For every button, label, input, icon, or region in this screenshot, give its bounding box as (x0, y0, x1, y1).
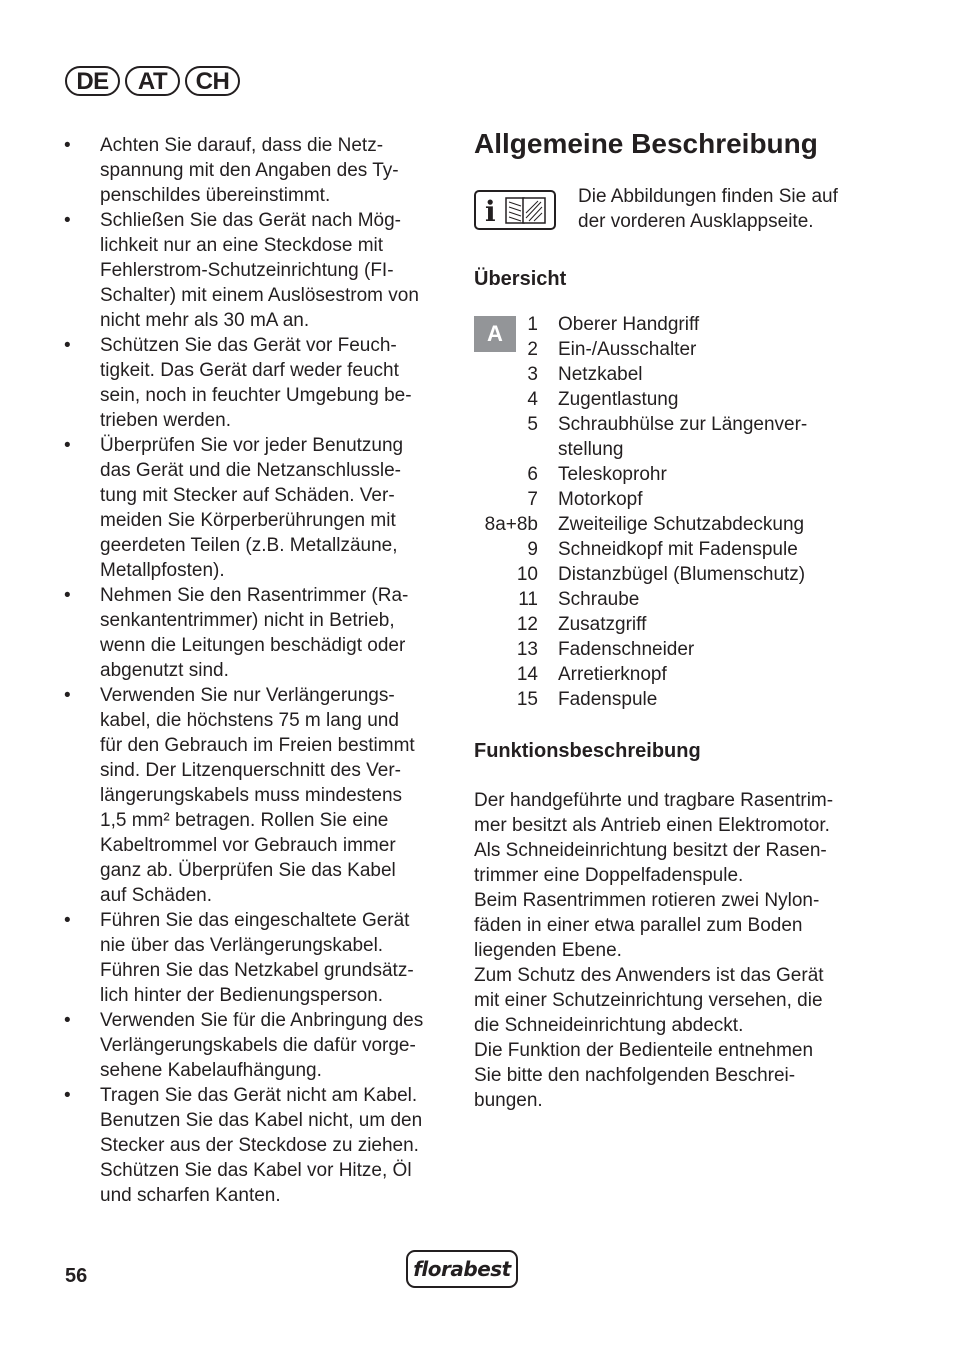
overview-item (474, 662, 864, 687)
overview-item (474, 387, 864, 412)
bullet-text: Führen Sie das eingeschaltete Gerät nie über das Verlängerungskabel. Führen Sie das Netzkabel grundsätz- lich hinter der Bedienungsperson. (100, 910, 414, 1006)
overview-item-number: 15 (516, 689, 538, 710)
general-description-section (474, 126, 864, 1113)
overview-item-label: Motorkopf (558, 489, 643, 510)
bullet-item (64, 1008, 454, 1083)
info-text: Die Abbildungen finden Sie auf der vorderen Ausklappseite. (578, 186, 838, 232)
bullet-marker: • (64, 910, 71, 931)
badge-at: AT (125, 66, 180, 96)
overview-item (474, 687, 864, 712)
bullet-item (64, 333, 454, 433)
bullet-item (64, 683, 454, 908)
badge-de: DE (65, 66, 120, 96)
figure-a-badge: A (474, 316, 516, 352)
bullet-marker: • (64, 1010, 71, 1031)
safety-bullet-list (64, 133, 454, 1208)
overview-item (474, 512, 864, 537)
overview-item (474, 537, 864, 562)
bullet-item (64, 208, 454, 333)
overview-item-number: 11 (518, 589, 538, 610)
florabest-logo: florabest (406, 1250, 518, 1288)
overview-item (474, 612, 864, 637)
bullet-text: Achten Sie darauf, dass die Netz- spannung mit den Angaben des Ty- penschildes übereinstimmt. (100, 135, 399, 206)
function-text: Der handgeführte und tragbare Rasentrim- mer besitzt als Antrieb einen Elektromotor. Als Schneideinrichtung besitzt der Rasen- trimmer eine Doppelfadenspule. Beim Rasentrimmen rotieren zwei Nylon- fäden in einer etwa parallel zum Boden liegenden Ebene. Zum Schutz des Anwenders ist das Gerät mit einer Schutzeinrichtung versehen, die die Schneideinrichtung abdeckt. Die Funktion der Bedienteile entnehmen Sie bitte den nachfolgenden Beschrei- bungen. (474, 790, 834, 1111)
bullet-marker: • (64, 335, 71, 356)
bullet-text: Schließen Sie das Gerät nach Mög- lichkeit nur an eine Steckdose mit Fehlerstrom-Schutzeinrichtung (FI- Schalter) mit einem Auslösestrom von nicht mehr als 30 mA an. (100, 210, 419, 331)
function-heading: Funktionsbeschreibung (474, 740, 701, 762)
overview-item-number: 9 (527, 539, 538, 560)
overview-item-label: Distanzbügel (Blumenschutz) (558, 564, 806, 585)
overview-item-label: Fadenspule (558, 689, 658, 710)
overview-heading: Übersicht (474, 268, 567, 290)
overview-item-number: 3 (527, 364, 538, 385)
bullet-text: Überprüfen Sie vor jeder Benutzung das Gerät und die Netzanschlussle- tung mit Stecker auf Schäden. Ver- meiden Sie Körperberührungen mit geerdeten Teilen (z.B. Metallzäune, Metallpfosten). (100, 435, 404, 581)
bullet-item (64, 1083, 454, 1208)
overview-item (474, 312, 864, 337)
overview-item-label: Zusatzgriff (558, 614, 647, 635)
overview-item-number: 14 (516, 664, 538, 685)
svg-text:i: i (485, 195, 496, 228)
overview-item (474, 487, 864, 512)
badge-ch: CH (185, 66, 240, 96)
overview-item-label: Ein-/Ausschalter (558, 339, 697, 360)
bullet-text: Tragen Sie das Gerät nicht am Kabel. Benutzen Sie das Kabel nicht, um den Stecker aus der Steckdose zu ziehen. Schützen Sie das Kabel vor Hitze, Öl und scharfen Kanten. (100, 1085, 423, 1206)
bullet-item (64, 908, 454, 1008)
overview-item (474, 562, 864, 587)
info-note (474, 184, 864, 234)
overview-item-number: 7 (527, 489, 538, 510)
overview-item-number: 13 (516, 639, 538, 660)
bullet-marker: • (64, 435, 71, 456)
bullet-text: Nehmen Sie den Rasentrimmer (Ra- senkantentrimmer) nicht in Betrieb, wenn die Leitungen beschädigt oder abgenutzt sind. (100, 585, 409, 681)
overview-item-label: Zweiteilige Schutzabdeckung (558, 514, 805, 535)
overview-item-label: Schraubhülse zur Längenver- stellung (558, 414, 808, 460)
overview-item-number: 10 (516, 564, 538, 585)
overview-item (474, 587, 864, 612)
bullet-text: Verwenden Sie nur Verlängerungs- kabel, die höchstens 75 m lang und für den Gebrauch im Freien bestimmt sind. Der Litzenquerschnitt des Ver- längerungskabels muss mindestens 1,5 mm² betragen. Rollen Sie eine Kabeltrommel vor Gebrauch immer ganz ab. Überprüfen Sie das Kabel auf Schäden. (100, 685, 415, 906)
page-number: 56 (65, 1265, 88, 1287)
overview-item (474, 337, 864, 362)
country-badges (65, 66, 240, 96)
bullet-text: Schützen Sie das Gerät vor Feuch- tigkeit. Das Gerät darf weder feucht sein, noch in feuchter Umgebung be- trieben werden. (100, 335, 412, 431)
overview-item-label: Teleskoprohr (558, 464, 667, 485)
section-title: Allgemeine Beschreibung (474, 128, 818, 159)
overview-item-number: 1 (527, 314, 538, 335)
overview-item-number: 5 (527, 414, 538, 435)
overview-item-number: 8a+8b (484, 514, 538, 535)
bullet-marker: • (64, 685, 71, 706)
overview-item-label: Netzkabel (558, 364, 643, 385)
bullet-marker: • (64, 135, 71, 156)
overview-item-label: Schraube (558, 589, 640, 610)
overview-item-number: 4 (527, 389, 538, 410)
overview-item-label: Schneidkopf mit Fadenspule (558, 539, 798, 560)
bullet-text: Verwenden Sie für die Anbringung des Verlängerungskabels die dafür vorge- sehene Kabelaufhängung. (100, 1010, 424, 1081)
overview-item-label: Fadenschneider (558, 639, 695, 660)
overview-item-label: Zugentlastung (558, 389, 679, 410)
overview-list (474, 312, 864, 712)
overview-item (474, 412, 864, 462)
bullet-item (64, 583, 454, 683)
overview-item-label: Oberer Handgriff (558, 314, 700, 335)
overview-item-number: 12 (516, 614, 538, 635)
overview-item-label: Arretierknopf (558, 664, 667, 685)
overview-item (474, 462, 864, 487)
bullet-marker: • (64, 210, 71, 231)
overview-item (474, 362, 864, 387)
bullet-item (64, 133, 454, 208)
overview-item (474, 637, 864, 662)
info-book-icon (474, 190, 556, 230)
overview-item-number: 6 (527, 464, 538, 485)
bullet-marker: • (64, 1085, 71, 1106)
overview-item-number: 2 (527, 339, 538, 360)
bullet-marker: • (64, 585, 71, 606)
bullet-item (64, 433, 454, 583)
